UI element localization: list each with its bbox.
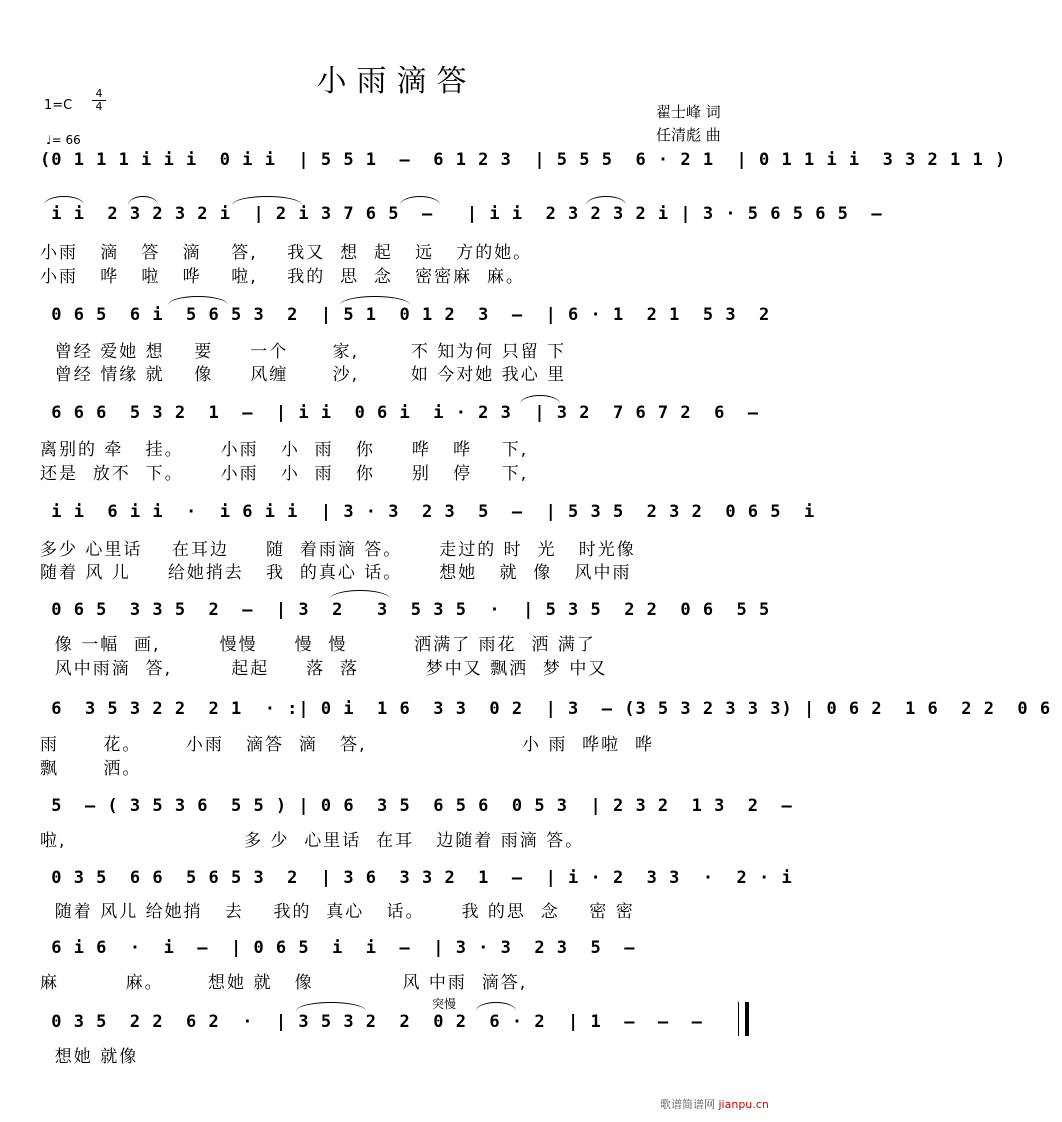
lyricist-credit: 翟士峰 词	[656, 103, 721, 121]
lyrics-line-11-verse-1: 想她 就像	[40, 1047, 139, 1067]
slur	[400, 196, 440, 205]
slur	[296, 1002, 366, 1011]
lyrics-line-2-verse-2: 小雨 哗 啦 哗 啦, 我的 思 念 密密麻 麻。	[40, 267, 525, 287]
lyrics-line-10-verse-1: 麻 麻。 想她 就 像 风 中雨 滴答,	[40, 973, 528, 993]
lyrics-line-3-verse-1: 曾经 爱她 想 要 一个 家, 不 知为何 只留 下	[40, 342, 567, 362]
footer-site-url: jianpu.cn	[718, 1098, 769, 1111]
slur	[44, 196, 84, 205]
composer-credit: 任清彪 曲	[656, 126, 721, 144]
notes: 0 3 5 6 6 5 6 5 3 2 | 3 6 3 3 2 1 – | i · 2 3 3 · 2 · i	[40, 868, 804, 888]
notation-line-7	[40, 699, 1062, 729]
slur	[340, 296, 410, 305]
lyrics-line-7-verse-2: 飘 洒。	[40, 759, 142, 779]
slur	[586, 196, 626, 205]
slur	[232, 196, 302, 205]
lyrics-line-2-verse-1: 小雨 滴 答 滴 答, 我又 想 起 远 方的她。	[40, 243, 533, 263]
notes: 6 6 6 5 3 2 1 – | i i 0 6 i i · 2 3 | 3 2 7 6 7 2 6 –	[40, 403, 771, 423]
notation-line-4	[40, 403, 771, 433]
notation-line-1	[40, 150, 1007, 180]
sudden-slow-marking: 突慢	[432, 997, 457, 1011]
key-signature: 1=C	[44, 98, 73, 113]
notes: 0 6 5 3 3 5 2 – | 3 2 3 5 3 5 · | 5 3 5 2 2 0 6 5 5	[40, 600, 782, 620]
lyrics-line-6-verse-1: 像 一幅 画, 慢慢 慢 慢 洒满了 雨花 洒 满了	[40, 635, 596, 655]
tempo-marking: ♩= 66	[46, 133, 81, 147]
notes: 0 3 5 2 2 6 2 · | 3 5 3 2 2 0 2 6 · 2 | 1 – – –	[40, 1012, 715, 1032]
meter-top: 4	[95, 87, 103, 100]
meter-bottom: 4	[92, 100, 106, 113]
notation-line-10	[40, 938, 755, 968]
lyrics-line-5-verse-1: 多少 心里话 在耳边 随 着雨滴 答。 走过的 时 光 时光像	[40, 540, 636, 560]
lyrics-line-9-verse-1: 随着 风儿 给她捎 去 我的 真心 话。 我 的思 念 密 密	[40, 902, 635, 922]
notation-line-6	[40, 600, 782, 630]
slur	[168, 296, 228, 305]
song-title: 小雨滴答	[316, 64, 477, 99]
lyrics-line-4-verse-1: 离别的 牵 挂。 小雨 小 雨 你 哗 哗 下,	[40, 440, 529, 460]
notation-line-5	[40, 502, 827, 532]
final-barline-thick	[745, 1002, 749, 1036]
notation-line-8	[40, 796, 804, 826]
lyrics-line-8-verse-1: 啦, 多 少 心里话 在耳 边随着 雨滴 答。	[40, 831, 585, 851]
slur	[330, 590, 390, 599]
notes: i i 2 3 2 3 2 i | 2 i 3 7 6 5 – | i i 2 3 2 3 2 i | 3 · 5 6 5 6 5 –	[40, 204, 894, 224]
lyrics-line-5-verse-2: 随着 风 儿 给她捎去 我 的真心 话。 想她 就 像 风中雨	[40, 563, 632, 583]
slur	[520, 395, 560, 404]
notes: 5 – ( 3 5 3 6 5 5 ) | 0 6 3 5 6 5 6 0 5 3 | 2 3 2 1 3 2 –	[40, 796, 804, 816]
slur	[476, 1002, 516, 1011]
notes: 6 i 6 · i – | 0 6 5 i i – | 3 · 3 2 3 5 –	[40, 938, 647, 958]
notes: (0 1 1 1 i i i 0 i i | 5 5 1 – 6 1 2 3 | 5 5 5 6 · 2 1 | 0 1 1 i i 3 3 2 1 1 )	[40, 150, 1007, 170]
final-barline-thin	[738, 1002, 739, 1036]
notes: 0 6 5 6 i 5 6 5 3 2 | 5 1 0 1 2 3 – | 6 · 1 2 1 5 3 2	[40, 305, 782, 325]
footer-site-cn: 歌谱简谱网	[660, 1098, 715, 1111]
notation-line-3	[40, 305, 782, 335]
time-signature	[92, 88, 106, 113]
notes: 6 3 5 3 2 2 2 1 · :| 0 i 1 6 3 3 0 2 | 3 – (3 5 3 2 3 3 3) | 0 6 2 1 6 2 2 0 6	[40, 699, 1062, 719]
lyrics-line-7-verse-1: 雨 花。 小雨 滴答 滴 答, 小 雨 哗啦 哗	[40, 735, 654, 755]
notation-line-2	[40, 204, 894, 234]
notation-line-11	[40, 1012, 755, 1042]
notes: i i 6 i i · i 6 i i | 3 · 3 2 3 5 – | 5 3 5 2 3 2 0 6 5 i	[40, 502, 827, 522]
lyrics-line-4-verse-2: 还是 放不 下。 小雨 小 雨 你 别 停 下,	[40, 464, 529, 484]
lyrics-line-6-verse-2: 风中雨滴 答, 起起 落 落 梦中又 飘洒 梦 中又	[40, 659, 608, 679]
watermark-footer	[660, 1096, 769, 1112]
slur	[128, 196, 158, 205]
lyrics-line-3-verse-2: 曾经 情缘 就 像 风缠 沙, 如 今对她 我心 里	[40, 365, 567, 385]
notation-line-9	[40, 868, 804, 898]
